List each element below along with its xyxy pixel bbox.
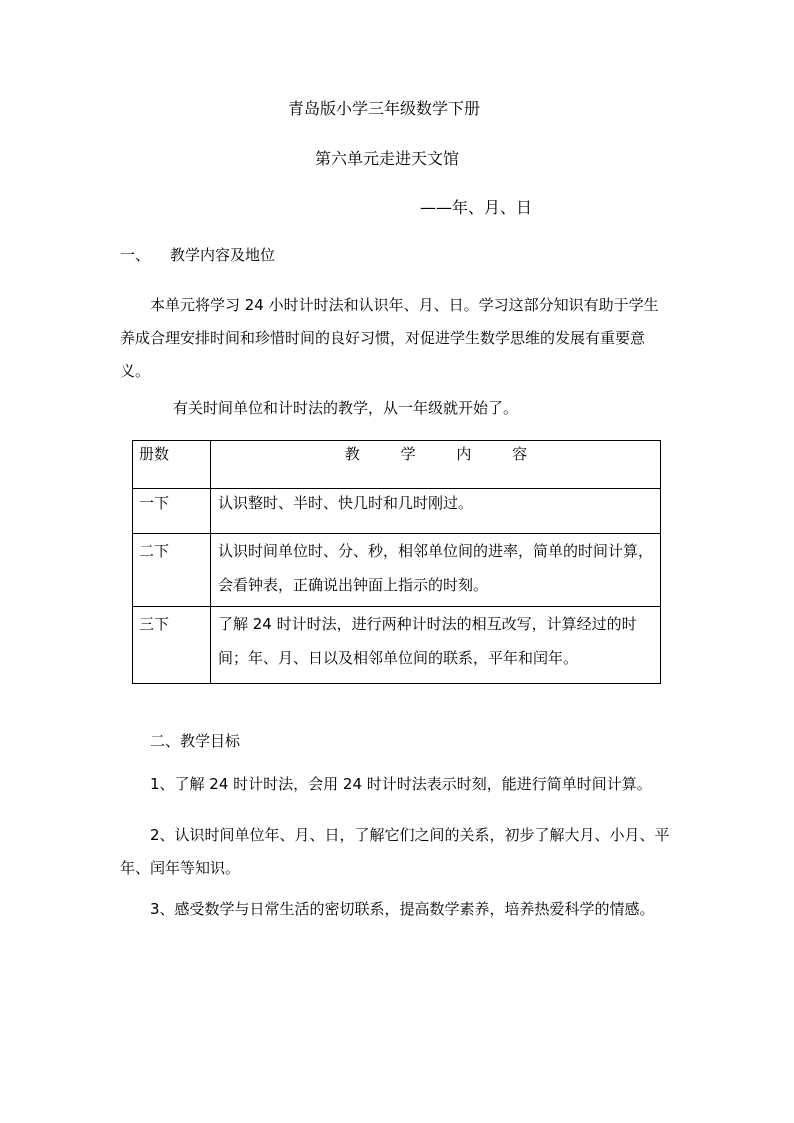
document-title: 青岛版小学三年级数学下册 xyxy=(288,99,481,118)
section1-paragraph2: 有关时间单位和计时法的教学，从一年级就开始了。 xyxy=(173,399,519,417)
table-cell-content: 了解 24 时计时法，进行两种计时法的相互改写，计算经过的时间；年、月、日以及相邻单位间的联系，平年和闰年。 xyxy=(211,607,661,684)
table-header-content xyxy=(211,441,661,489)
table-row xyxy=(133,607,661,684)
table-cell-grade: 一下 xyxy=(133,489,211,534)
table-cell-grade: 三下 xyxy=(133,607,211,684)
unit-subtitle: ——年、月、日 xyxy=(420,198,533,217)
goal-item-1: 1、了解 24 时计时法，会用 24 时计时法表示时刻，能进行简单时间计算。 xyxy=(150,775,652,793)
section2-heading: 二、教学目标 xyxy=(150,732,241,750)
section1-number: 一、 xyxy=(120,246,151,264)
section1-paragraph1: 本单元将学习 24 小时计时法和认识年、月、日。学习这部分知识有助于学生养成合理安排时间和珍惜时间的良好习惯，对促进学生数学思维的发展有重要意义。 xyxy=(120,296,659,380)
section1-heading-text: 教学内容及地位 xyxy=(170,246,276,264)
unit-title: 第六单元走进天文馆 xyxy=(315,149,460,168)
goal-item-3: 3、感受数学与日常生活的密切联系，提高数学素养，培养热爱科学的情感。 xyxy=(150,900,655,918)
table-cell-content: 认识整时、半时、快几时和几时刚过。 xyxy=(211,489,661,534)
table-header-row xyxy=(133,441,661,489)
table-cell-content: 认识时间单位时、分、秒，相邻单位间的进率，简单的时间计算，会看钟表，正确说出钟面上指示的时刻。 xyxy=(211,534,661,607)
teaching-content-table xyxy=(132,440,661,684)
goal-item-2: 2、认识时间单位年、月、日，了解它们之间的关系，初步了解大月、小月、平年、闰年等知识。 xyxy=(120,826,670,877)
table-cell-grade: 二下 xyxy=(133,534,211,607)
table-row xyxy=(133,489,661,534)
table-row xyxy=(133,534,661,607)
section1-heading xyxy=(120,245,275,265)
table-header-content-text: 教 学 内 容 xyxy=(344,445,546,463)
table-header-grade: 册数 xyxy=(133,441,211,489)
